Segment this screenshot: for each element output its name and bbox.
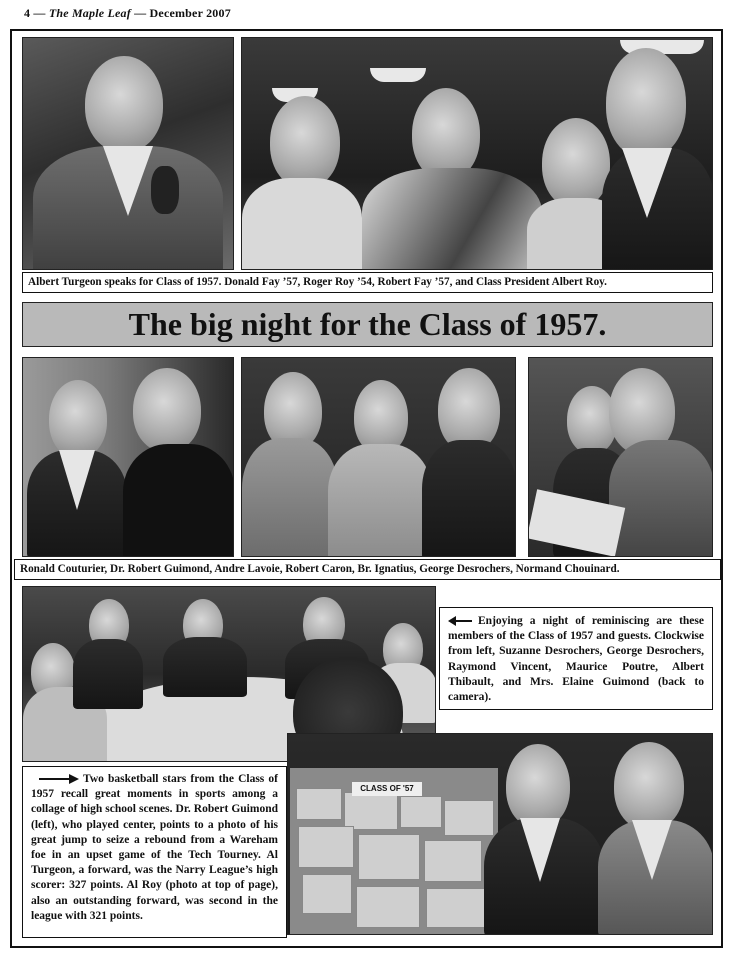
reminiscing-text: Enjoying a night of reminiscing are these members of the Class of 1957 and guests. Clockwise from left, Suzanne Desrochers, George Desrochers, Raymond Vincent, Maurice Poutre, Albert Thibault, and Mrs. Elaine Guimond (back to camera). <box>448 615 704 704</box>
headline: The big night for the Class of 1957. <box>22 302 713 347</box>
running-header <box>24 6 231 21</box>
reminiscing-caption <box>439 607 713 710</box>
basketball-caption <box>22 766 287 938</box>
photo-speaker <box>22 37 234 270</box>
basketball-text: Two basketball stars from the Class of 1957 recall great moments in sports among a collage of high school scenes. Dr. Robert Guimond (left), who played center, points to a photo of his great jump to seize a rebound from a Wareham foe in an upset game of the Tech Tourney. Al Turgeon, a forward, was the Narry League’s high scorer: 327 points. Al Roy (photo at top of page), also an outstanding forward, was second in the league with 321 points. <box>31 773 278 922</box>
photo-four-men <box>241 37 713 270</box>
photo-basketball-stars-collage <box>287 733 713 935</box>
publication-name: The Maple Leaf <box>48 6 131 20</box>
arrow-right-icon <box>39 774 79 784</box>
caption-top: Albert Turgeon speaks for Class of 1957. Donald Fay ’57, Roger Roy ’54, Robert Fay ’57, and Class President Albert Roy. <box>22 272 713 293</box>
caption-middle: Ronald Couturier, Dr. Robert Guimond, Andre Lavoie, Robert Caron, Br. Ignatius, George Desrochers, Normand Chouinard. <box>14 559 721 580</box>
photo-couturier-guimond <box>22 357 234 557</box>
header-dash: — <box>134 6 147 20</box>
collage-banner: CLASS OF '57 <box>352 782 422 796</box>
issue-date: December 2007 <box>149 6 231 20</box>
arrow-left-icon <box>448 616 472 626</box>
photo-lavoie-caron-ignatius <box>241 357 516 557</box>
page-number: 4 <box>24 6 31 20</box>
header-dash: — <box>33 6 46 20</box>
photo-desrochers-chouinard <box>528 357 713 557</box>
